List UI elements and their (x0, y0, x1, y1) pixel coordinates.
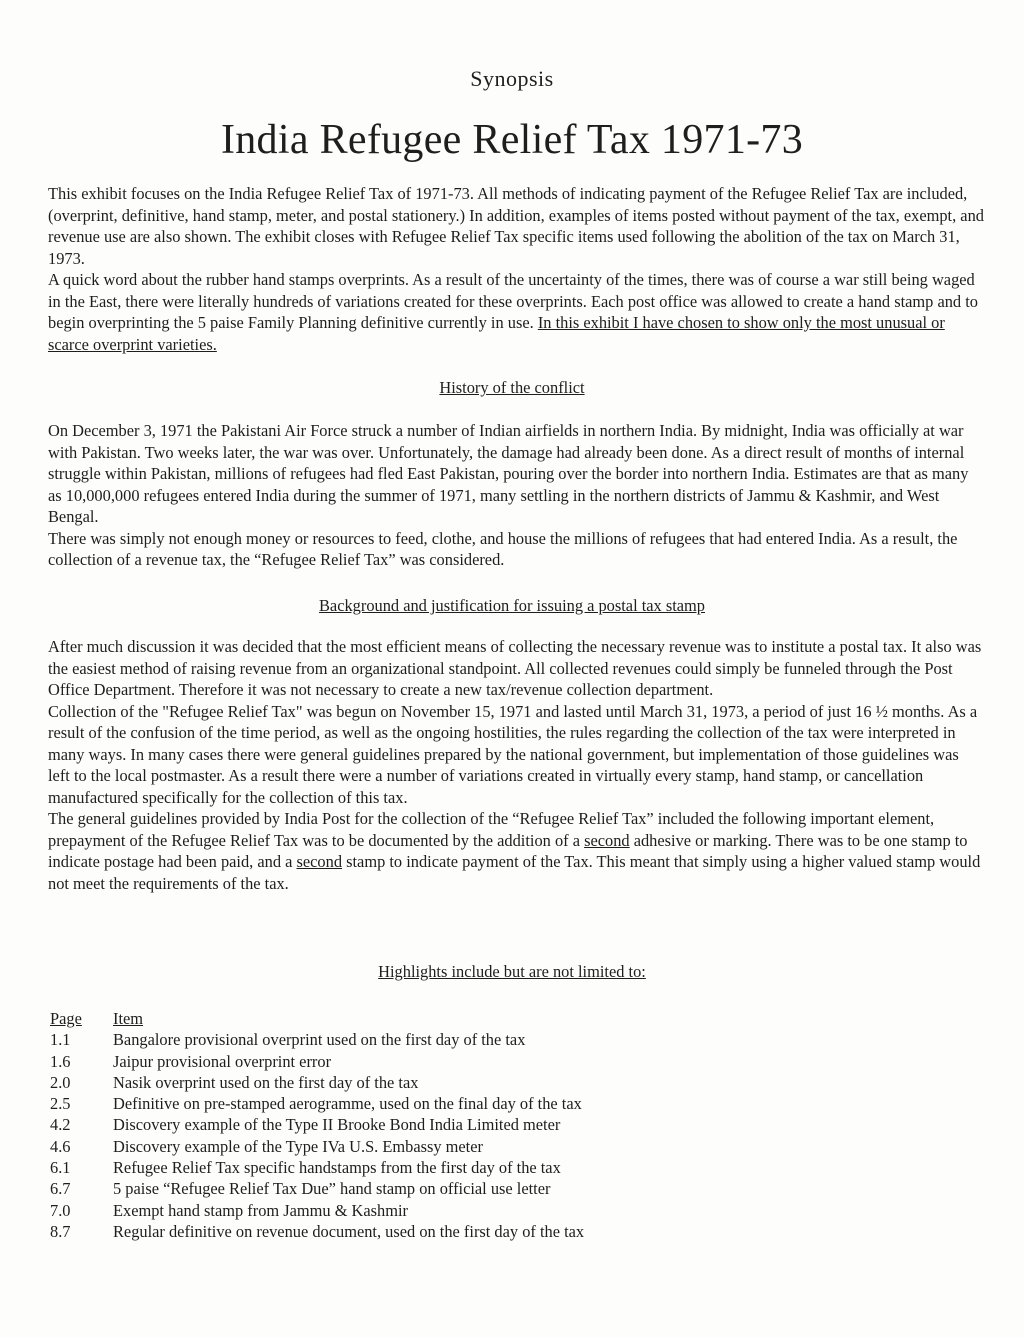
intro-paragraph-2-text: A quick word about the rubber hand stamps overprints. As a result of the uncertainty of the times, there was of course a war still being waged in the East, there were literally hundreds of variations created for these overprints. Each post office was allowed to create a hand stamp and to begin overprinting the 5 paise Family Planning definitive currently in use. (48, 270, 978, 332)
row-page: 6.1 (50, 1158, 71, 1178)
row-item: Jaipur provisional overprint error (113, 1051, 332, 1071)
highlights-heading: Highlights include but are not limited to: (378, 962, 646, 981)
row-page: 4.2 (50, 1115, 71, 1135)
history-paragraph-2: There was simply not enough money or resources to feed, clothe, and house the millions of refugees that had entered India. As a result, the collection of a revenue tax, the “Refugee Relief Tax” was considered. (48, 528, 958, 569)
table-row (50, 1178, 584, 1199)
history-paragraph-1: On December 3, 1971 the Pakistani Air Force struck a number of Indian airfields in northern India. By midnight, India was officially at war with Pakistan. Two weeks later, the war was over. Unfortunately, the damage had already been done. As a direct result of months of internal struggle within Pakistan, millions of refugees had fled East Pakistan, pouring over the border into northern India. Estimates are that as many as 10,000,000 refugees entered India during the summer of 1971, many settling in the northern districts of Jammu & Kashmir, and West Bengal. (48, 421, 969, 526)
row-page: 1.1 (50, 1030, 71, 1050)
synopsis-label: Synopsis (470, 66, 554, 91)
table-row (50, 1157, 584, 1178)
highlights-table (50, 1008, 584, 1242)
history-section (48, 420, 984, 571)
table-row (50, 1114, 584, 1135)
background-p3-b: adhesive or marking. There was to be one stamp to indicate postage had been paid, and a (48, 830, 968, 871)
row-page: 6.7 (50, 1179, 71, 1199)
row-page: 7.0 (50, 1200, 71, 1220)
table-row (50, 1093, 584, 1114)
background-section (48, 636, 984, 894)
table-row (50, 1029, 584, 1050)
row-item: Bangalore provisional overprint used on the first day of the tax (113, 1030, 526, 1050)
table-row (50, 1051, 584, 1072)
page-title: India Refugee Relief Tax 1971-73 (220, 117, 804, 163)
row-page: 2.0 (50, 1072, 71, 1092)
intro-section (48, 183, 984, 355)
row-item: Refugee Relief Tax specific handstamps from the first day of the tax (113, 1158, 561, 1178)
column-header-item: Item (113, 1009, 144, 1028)
highlights-header-row (50, 1008, 584, 1029)
row-item: Definitive on pre-stamped aerogramme, used on the final day of the tax (113, 1094, 582, 1114)
row-page: 2.5 (50, 1094, 71, 1114)
row-item: Regular definitive on revenue document, used on the first day of the tax (113, 1221, 585, 1241)
row-page: 1.6 (50, 1051, 71, 1071)
background-paragraph-3 (48, 808, 984, 894)
row-page: 8.7 (50, 1221, 71, 1241)
background-heading: Background and justification for issuing a postal tax stamp (318, 596, 706, 615)
background-p3-a: The general guidelines provided by India Post for the collection of the “Refugee Relief Tax” included the following important element, prepayment of the Refugee Relief Tax was to be documented by the addition of a (48, 809, 935, 850)
background-paragraph-1: After much discussion it was decided that the most efficient means of collecting the necessary revenue was to institute a postal tax. It also was the easiest method of raising revenue from an organizational standpoint. All collected revenues could simply be funneled through the Post Office Department. Therefore it was not necessary to create a new tax/revenue collection department. (48, 637, 982, 699)
background-paragraph-2: Collection of the "Refugee Relief Tax" was begun on November 15, 1971 and lasted until March 31, 1973, a period of just 16 ½ months. As a result of the confusion of the time period, as well as the ongoing hostilities, the rules regarding the collection of the tax were interpreted in many ways. In many cases there were general guidelines prepared by the national government, but implementation of those guidelines was left to the local postmaster. As a result there were a number of variations created in virtually every stamp, hand stamp, or cancellation manufactured specifically for the collection of this tax. (48, 701, 978, 807)
row-item: Nasik overprint used on the first day of the tax (113, 1072, 419, 1092)
row-item: 5 paise “Refugee Relief Tax Due” hand stamp on official use letter (113, 1179, 551, 1199)
row-page: 4.6 (50, 1136, 71, 1156)
table-row (50, 1200, 584, 1221)
table-row (50, 1072, 584, 1093)
intro-underlined-note: In this exhibit I have chosen to show only the most unusual or scarce overprint varieties. (48, 313, 945, 354)
table-row (50, 1136, 584, 1157)
background-p3-second-1: second (584, 830, 630, 850)
intro-paragraph-1: This exhibit focuses on the India Refugee Relief Tax of 1971-73. All methods of indicating payment of the Refugee Relief Tax are included, (overprint, definitive, hand stamp, meter, and postal stationery.) In addition, examples of items posted without payment of the tax, exempt, and revenue use are also shown. The exhibit closes with Refugee Relief Tax specific items used following the abolition of the tax on March 31, 1973. (48, 184, 984, 268)
row-item: Exempt hand stamp from Jammu & Kashmir (113, 1200, 408, 1220)
row-item: Discovery example of the Type II Brooke Bond India Limited meter (113, 1115, 561, 1135)
intro-paragraph-2 (48, 269, 984, 355)
row-item: Discovery example of the Type IVa U.S. Embassy meter (113, 1136, 483, 1156)
history-heading: History of the conflict (439, 378, 585, 397)
background-p3-second-2: second (296, 852, 343, 871)
table-row (50, 1221, 584, 1242)
column-header-page: Page (50, 1009, 82, 1028)
background-p3-c: stamp to indicate payment of the Tax. This meant that simply using a higher valued stamp would not meet the requirements of the tax. (48, 852, 981, 893)
